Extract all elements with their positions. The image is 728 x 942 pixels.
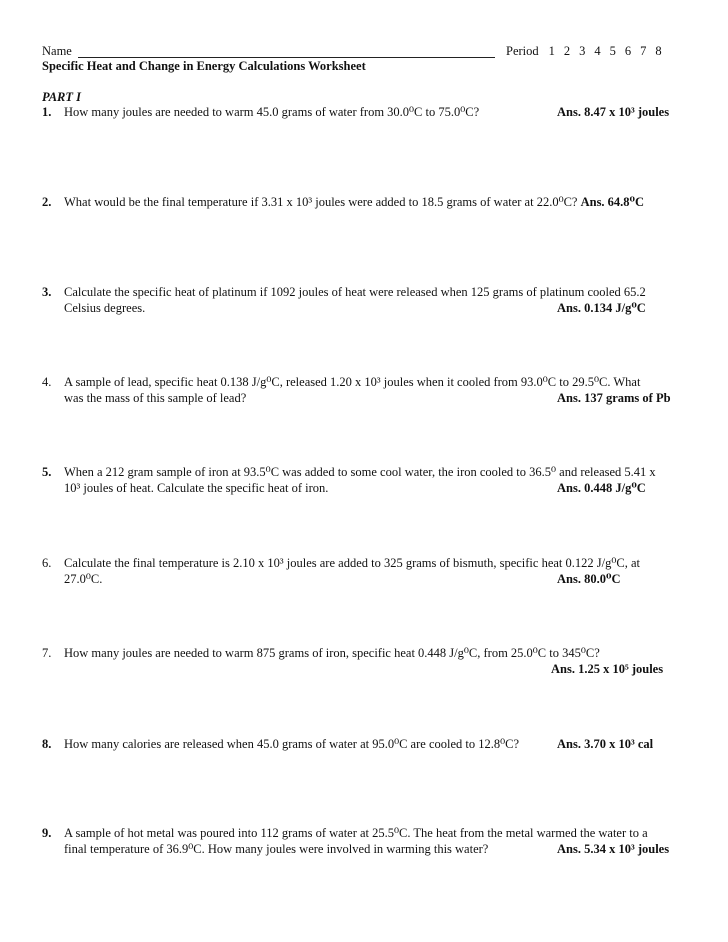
answer: Ans. 137 grams of Pb — [557, 391, 671, 405]
answer: Ans. 0.134 J/g⁰C — [557, 301, 646, 315]
answer: Ans. 5.34 x 10³ joules — [557, 842, 670, 856]
question-text — [64, 645, 684, 661]
part-heading: PART I — [42, 90, 82, 104]
period-option[interactable]: 5 — [609, 44, 616, 58]
answer: Ans. 1.25 x 10⁵ joules — [551, 662, 664, 676]
question-number: 6. — [42, 556, 52, 570]
question-number: 3. — [42, 285, 52, 299]
question-line: A sample of hot metal was poured into 112 grams of water at 25.5⁰C. The heat from the metal warmed the water to a — [64, 826, 648, 840]
answer: Ans. 3.70 x 10³ cal — [557, 737, 654, 751]
question-line: How many calories are released when 45.0 grams of water at 95.0⁰C are cooled to 12.8⁰C? — [64, 737, 520, 751]
period-options — [539, 44, 662, 58]
question-number: 4. — [42, 375, 52, 389]
answer: Ans. 80.0⁰C — [557, 572, 621, 586]
question-line: How many joules are needed to warm 875 grams of iron, specific heat 0.448 J/g⁰C, from 25.0⁰C to 345⁰C? — [64, 646, 600, 660]
period-label: Period — [506, 44, 539, 58]
question-line: What would be the final temperature if 3.31 x 10³ joules were added to 18.5 grams of water at 22.0⁰C? — [64, 195, 578, 209]
period-option[interactable]: 8 — [655, 44, 662, 58]
answer: Ans. 0.448 J/g⁰C — [557, 481, 646, 495]
question-line: A sample of lead, specific heat 0.138 J/g⁰C, released 1.20 x 10³ joules when it cooled from 93.0⁰C to 29.5⁰C. What — [64, 375, 641, 389]
period-option[interactable]: 4 — [594, 44, 601, 58]
question-number: 7. — [42, 646, 52, 660]
period-row — [506, 43, 662, 59]
period-option[interactable]: 7 — [640, 44, 647, 58]
answer: Ans. 64.8⁰C — [580, 195, 645, 209]
question-line: 10³ joules of heat. Calculate the specific heat of iron. — [64, 481, 329, 495]
question-line: Celsius degrees. — [64, 301, 146, 315]
question-line: was the mass of this sample of lead? — [64, 391, 247, 405]
period-option[interactable]: 3 — [579, 44, 586, 58]
answer: Ans. 8.47 x 10³ joules — [557, 105, 670, 119]
question-number: 1. — [42, 105, 52, 119]
question-line: final temperature of 36.9⁰C. How many joules were involved in warming this water? — [64, 842, 489, 856]
period-option[interactable]: 1 — [548, 44, 555, 58]
question-line: Calculate the final temperature is 2.10 x 10³ joules are added to 325 grams of bismuth, specific heat 0.122 J/g⁰C, at — [64, 556, 640, 570]
worksheet-title: Specific Heat and Change in Energy Calculations Worksheet — [42, 59, 366, 73]
question-number: 2. — [42, 195, 52, 209]
question-text — [64, 194, 684, 210]
question-number: 9. — [42, 826, 52, 840]
question-number: 8. — [42, 737, 52, 751]
question-number: 5. — [42, 465, 52, 479]
question-line: When a 212 gram sample of iron at 93.5⁰C was added to some cool water, the iron cooled to 36.5⁰ and released 5.41 x — [64, 465, 656, 479]
question-line: 27.0⁰C. — [64, 572, 103, 586]
question-line: Calculate the specific heat of platinum if 1092 joules of heat were released when 125 grams of platinum cooled 65.2 — [64, 285, 646, 299]
period-option[interactable]: 6 — [624, 44, 632, 58]
name-label: Name — [42, 44, 72, 58]
question-line: How many joules are needed to warm 45.0 grams of water from 30.0⁰C to 75.0⁰C? — [64, 105, 480, 119]
period-option[interactable]: 2 — [563, 44, 571, 58]
